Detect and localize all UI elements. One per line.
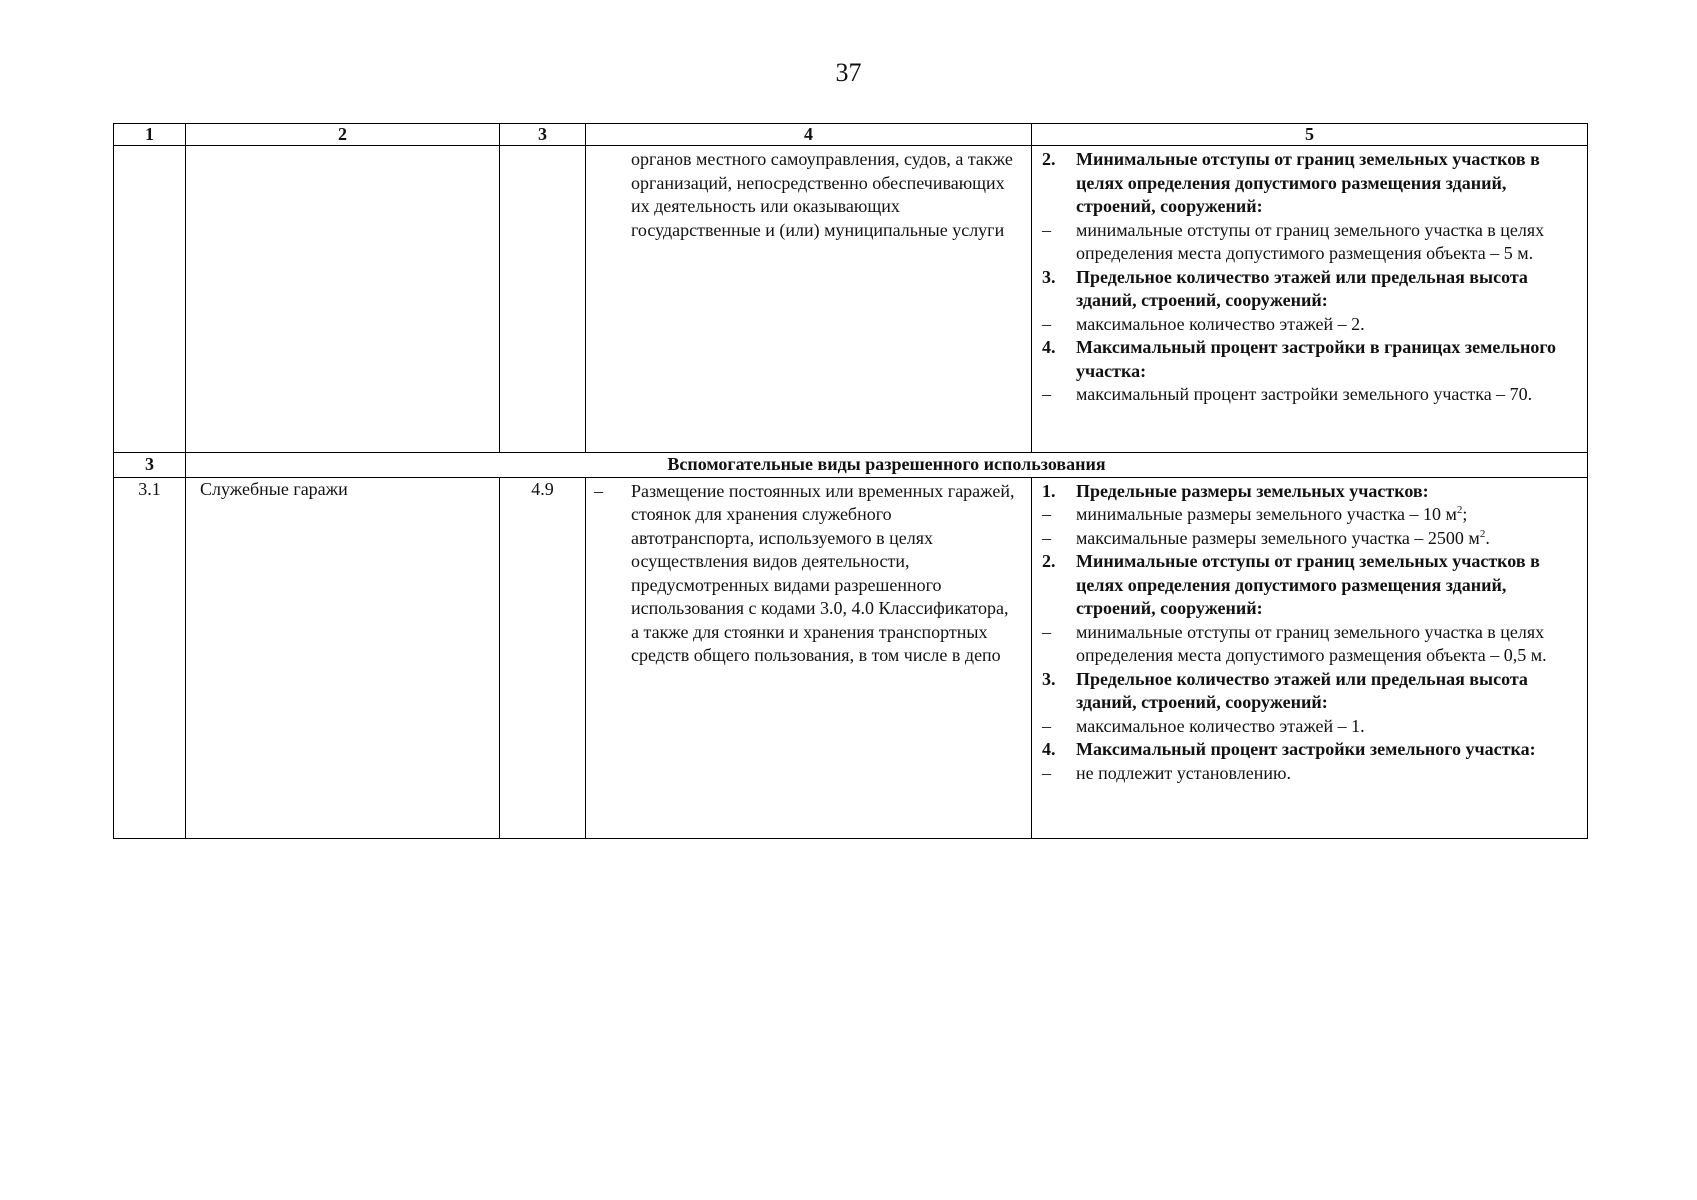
parameter-value <box>1042 715 1569 739</box>
cell-code: 4.9 <box>500 477 586 838</box>
list-number: 4. <box>1042 337 1056 357</box>
parameter-value <box>1042 383 1569 407</box>
list-dash: – <box>1042 504 1051 524</box>
parameter-text-main: Предельное количество этажей или предельная высота зданий, строений, сооружений: <box>1076 266 1528 310</box>
header-col-5: 5 <box>1032 124 1588 146</box>
cell-code <box>500 146 586 453</box>
parameter-text <box>1076 762 1569 786</box>
parameter-text <box>1076 738 1569 762</box>
table-row <box>114 477 1588 838</box>
parameters-list <box>1032 478 1587 786</box>
list-number: 1. <box>1042 480 1056 501</box>
list-dash: – <box>1042 621 1051 642</box>
parameter-text-main: минимальные отступы от границ земельного участка в целях определения места допустимого размещения объекта – 5 м. <box>1076 219 1545 263</box>
parameter-text-tail: . <box>1485 527 1490 548</box>
list-dash: – <box>1042 527 1051 548</box>
parameter-text-main: максимальное количество этажей – 2. <box>1076 313 1365 334</box>
page-number: 37 <box>835 58 862 87</box>
parameter-heading <box>1042 148 1569 219</box>
parameter-text-main: Предельные размеры земельных участков: <box>1076 480 1429 501</box>
parameter-text-main: Максимальный процент застройки в границах земельного участка: <box>1076 337 1557 381</box>
parameter-heading <box>1042 668 1569 715</box>
parameter-text <box>1076 148 1569 219</box>
list-dash: – <box>1042 715 1051 736</box>
parameter-heading <box>1042 480 1569 504</box>
table-row-continuation <box>114 146 1588 453</box>
list-dash: – <box>1042 762 1051 783</box>
parameter-text-tail: ; <box>1462 504 1468 524</box>
parameter-value <box>1042 621 1569 668</box>
list-dash: – <box>1042 384 1051 404</box>
cell-name <box>186 146 500 453</box>
description-text: Размещение постоянных или временных гаражей, стоянок для хранения служебного автотранспорта, используемого в целях осуществления видов деятельности, предусмотренных видами разрешенного использования с кодами 3.0, 4.0 Классификатора, а также для стоянки и хранения транспортных средств общего пользования, в том числе в депо <box>631 480 1015 665</box>
section-number: 3 <box>114 453 186 478</box>
header-row <box>114 124 1588 146</box>
parameter-heading <box>1042 266 1569 313</box>
parameter-text <box>1076 313 1569 337</box>
parameter-text <box>1076 266 1569 313</box>
parameter-text <box>1076 715 1569 739</box>
cell-parameters <box>1032 146 1588 453</box>
parameter-text-main: максимальные размеры земельного участка – 2500 м <box>1076 527 1480 548</box>
parameter-heading <box>1042 550 1569 621</box>
parameter-text <box>1076 336 1569 383</box>
parameter-text <box>1076 219 1569 266</box>
header-col-1: 1 <box>114 124 186 146</box>
parameter-text-main: Минимальные отступы от границ земельных участков в целях определения допустимого размещения зданий, строений, сооружений: <box>1076 149 1540 216</box>
parameter-heading <box>1042 738 1569 762</box>
parameter-text-main: Минимальные отступы от границ земельных участков в целях определения допустимого размещения зданий, строений, сооружений: <box>1076 551 1540 618</box>
superscript: 2 <box>1456 504 1463 516</box>
parameter-text-main: максимальное количество этажей – 1. <box>1076 715 1365 736</box>
superscript: 2 <box>1479 527 1486 540</box>
list-dash: – <box>1042 313 1051 334</box>
cell-parameters <box>1032 477 1588 838</box>
list-number: 3. <box>1042 266 1056 287</box>
parameter-text-main: Максимальный процент застройки земельного участка: <box>1076 739 1536 759</box>
parameter-text-main: не подлежит установлению. <box>1076 762 1291 783</box>
parameter-text-main: максимальный процент застройки земельного участка – 70. <box>1076 384 1533 404</box>
parameter-value <box>1042 527 1569 551</box>
parameter-text <box>1076 550 1569 621</box>
parameters-list <box>1032 146 1587 407</box>
cell-name: Служебные гаражи <box>186 477 500 838</box>
list-dash: – <box>1042 219 1051 240</box>
parameter-value <box>1042 503 1569 527</box>
list-number: 4. <box>1042 739 1056 759</box>
parameter-text-main: Предельное количество этажей или предельная высота зданий, строений, сооружений: <box>1076 668 1528 712</box>
parameter-text <box>1076 480 1569 504</box>
description-dash: – <box>594 480 603 501</box>
parameter-value <box>1042 313 1569 337</box>
parameter-value <box>1042 762 1569 786</box>
parameter-text <box>1076 383 1569 407</box>
parameter-text <box>1076 668 1569 715</box>
cell-number: 3.1 <box>114 477 186 838</box>
parameter-value <box>1042 219 1569 266</box>
parameter-text <box>1076 527 1569 551</box>
regulations-table <box>113 123 1588 839</box>
parameter-text <box>1076 503 1569 527</box>
section-row <box>114 453 1588 478</box>
cell-description <box>586 146 1032 453</box>
parameter-text <box>1076 621 1569 668</box>
cell-number <box>114 146 186 453</box>
description-text: органов местного самоуправления, судов, а также организаций, непосредственно обеспечивающих их деятельность или оказывающих государственные и (или) муниципальные услуги <box>631 149 1013 240</box>
cell-description <box>586 477 1032 838</box>
list-number: 3. <box>1042 668 1056 689</box>
header-col-3: 3 <box>500 124 586 146</box>
list-number: 2. <box>1042 551 1056 571</box>
parameter-text-main: минимальные отступы от границ земельного участка в целях определения места допустимого размещения объекта – 0,5 м. <box>1076 621 1547 665</box>
list-number: 2. <box>1042 149 1056 169</box>
parameter-heading <box>1042 336 1569 383</box>
parameter-text-main: минимальные размеры земельного участка – 10 м <box>1076 504 1457 524</box>
header-col-4: 4 <box>586 124 1032 146</box>
header-col-2: 2 <box>186 124 500 146</box>
section-title: Вспомогательные виды разрешенного использования <box>186 453 1588 478</box>
